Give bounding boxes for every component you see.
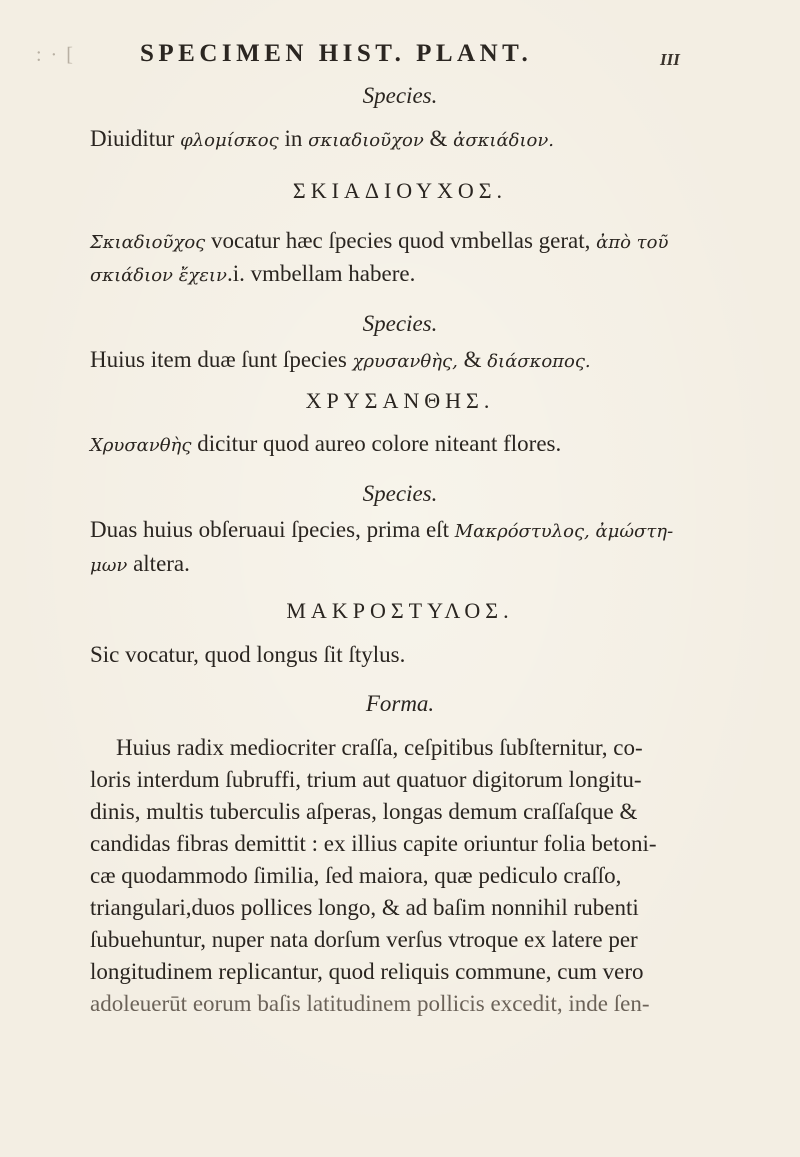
paragraph-line: Huius radix mediocriter craſſa, ceſpitibus ſubſternitur, co-	[116, 735, 643, 760]
greek-word: διάσκοπος.	[487, 351, 591, 372]
paragraph-line: dinis, multis tuberculis aſperas, longas demum craſſaſque &	[90, 799, 638, 824]
text-line: Sic vocatur, quod longus ſit ſtylus.	[90, 642, 406, 667]
ampersand: &	[429, 126, 448, 151]
paragraph-line: longitudinem replicantur, quod reliquis commune, cum vero	[90, 959, 644, 984]
species-heading: Species.	[362, 481, 438, 506]
paragraph-line: adoleuerūt eorum baſis latitudinem pollicis excedit, inde ſen-	[90, 991, 650, 1016]
text-line	[90, 518, 673, 541]
running-head: SPECIMEN HIST. PLANT.	[140, 40, 533, 67]
latin-text: .i. vmbellam habere.	[226, 261, 416, 286]
paragraph-line: ſubuehuntur, nuper nata dorſum verſus vtroque ex latere per	[90, 927, 638, 952]
paragraph-line: triangulari,duos pollices longo, & ad baſim nonnihil rubenti	[90, 895, 639, 920]
text-line	[90, 262, 415, 285]
latin-text: Duas huius obſeruaui ſpecies, prima eſt	[90, 517, 449, 542]
greek-word: σκιάδιον ἔχειν	[90, 265, 227, 286]
latin-text: altera.	[133, 551, 190, 576]
section-heading: ΜΑΚΡΟΣΤΥΛΟΣ.	[286, 598, 514, 623]
species-heading: Species.	[362, 83, 438, 108]
latin-word: in	[284, 126, 303, 151]
latin-text: dicitur quod aureo colore niteant flores.	[197, 431, 562, 456]
latin-text: vocatur hæc ſpecies quod vmbellas gerat,	[211, 228, 591, 253]
greek-word: φλομίσκος	[180, 130, 279, 151]
species-heading: Species.	[362, 311, 438, 336]
greek-word: Σκιαδιοῦχος	[90, 232, 206, 253]
margin-marks: : · [	[36, 44, 75, 66]
paragraph-line: candidas fibras demittit : ex illius capite oriuntur folia betoni-	[90, 831, 657, 856]
paragraph-line: cæ quodammodo ſimilia, ſed maiora, quæ pediculo craſſo,	[90, 863, 622, 888]
page-number: III	[660, 50, 680, 69]
text-line	[90, 229, 668, 252]
greek-word: σκιαδιοῦχον	[308, 130, 424, 151]
greek-word: Χρυσανθὴς	[90, 435, 192, 456]
text-line	[90, 348, 591, 371]
greek-word: ἀπὸ τοῦ	[596, 232, 669, 253]
text-line	[90, 432, 561, 455]
forma-heading: Forma.	[365, 691, 435, 716]
greek-word: ἀμώστη-	[595, 521, 674, 542]
greek-word: ἀσκιάδιον.	[453, 130, 555, 151]
greek-word: μων	[90, 555, 128, 576]
ampersand: &	[463, 347, 482, 372]
latin-word: Diuiditur	[90, 126, 175, 151]
latin-text: Huius item duæ ſunt ſpecies	[90, 347, 347, 372]
text-line	[90, 127, 554, 150]
section-heading: ΧΡΥΣΑΝΘΗΣ.	[305, 388, 495, 413]
text-line	[90, 552, 190, 575]
greek-word: χρυσανθὴς,	[352, 351, 458, 372]
paragraph-line: loris interdum ſubruffi, trium aut quatuor digitorum longitu-	[90, 767, 642, 792]
greek-word: Μακρόστυλος,	[454, 521, 590, 542]
section-heading: ΣΚΙΑΔΙΟΥΧΟΣ.	[292, 178, 508, 203]
